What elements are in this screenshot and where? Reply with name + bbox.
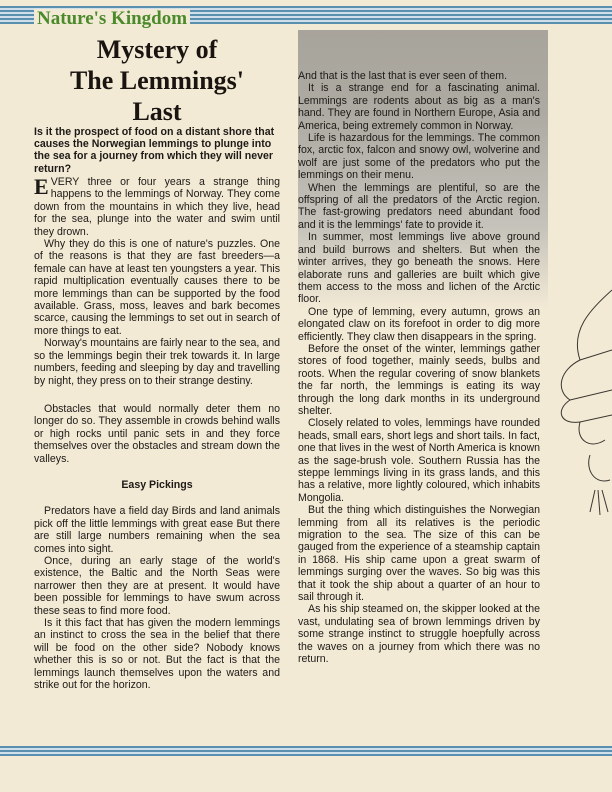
paragraph: Obstacles that would normally deter them no longer do so. They assemble in crowds behind walls or high rocks until panic sets in and they force themselves over the obstacles and stream down the valleys. bbox=[34, 402, 280, 465]
right-column bbox=[298, 70, 540, 666]
paragraph: VERY three or four years a strange thing happens to the lemmings of Norway. They come down from the mountains in which they live, head for the sea, plunge into the water and swim until they drown. bbox=[34, 176, 280, 238]
article-title bbox=[34, 34, 280, 127]
paragraph: Predators have a field day Birds and land animals pick off the little lemmings with great ease But there are still large numbers remaining when the sea comes into sight. bbox=[34, 505, 280, 555]
paragraph: When the lemmings are plentiful, so are the offspring of all the predators of the Arctic region. The fast-growing predators need abundant food and it is the lemmings' fate to provide it. bbox=[298, 181, 540, 231]
paragraph: But the thing which distinguishes the Norwegian lemming from all its relatives is the periodic migration to the sea. The size of this can be gauged from the experience of a steamship captain in 1868. His ship came upon a great swarm of lemmings surging over the waves. So big was this that it took the ship about a quarter of an hour to sail through it. bbox=[298, 504, 540, 604]
drop-cap: E bbox=[34, 174, 49, 199]
paragraph: One type of lemming, every autumn, grows an elongated claw on its forefoot in order to dig more efficiently. They claw then disappears in the spring. bbox=[298, 305, 540, 343]
title-line: The Lemmings' bbox=[69, 66, 245, 95]
bottom-rule bbox=[0, 746, 612, 756]
subheading: Easy Pickings bbox=[121, 478, 193, 491]
paragraph: Is it this fact that has given the modern lemmings an instinct to cross the sea in the belief that there will be food on the other side? Nobody knows whether this is so or not. But the fact is that the lemmings launch themselves upon the waters and strike out for the horizon. bbox=[34, 617, 280, 692]
paragraph: Closely related to voles, lemmings have rounded heads, small ears, short legs and short tails. In fact, one that lives in the west of North America is known as the sage-brush vole. Southern Russia has the steppe lemmings living in its grass lands, and this has a relative, more lightly coloured, which inhabits Mongolia. bbox=[298, 417, 541, 504]
paragraph: And that is the last that is ever seen of them. bbox=[298, 70, 508, 82]
paragraph: In summer, most lemmings live above ground and build burrows and shelters. But when the winter arrives, they go beneath the snows. Here elaborate runs and galleries are built which give them access to the moss and lichen of the Arctic floor. bbox=[298, 231, 540, 306]
bird-illustration bbox=[550, 250, 612, 530]
title-line: Mystery of bbox=[96, 35, 218, 64]
paragraph: It is a strange end for a fascinating animal. Lemmings are rodents about as big as a man's hand. They are found in Northern Europe, Asia and America, being extremely common in Norway. bbox=[298, 82, 540, 132]
standfirst: Is it the prospect of food on a distant shore that causes the Norwegian lemmings to plunge into the sea for a journey from which they will never return? bbox=[34, 126, 275, 175]
paragraph: Life is hazardous for the lemmings. The common fox, arctic fox, falcon and snowy owl, wolverine and wolf are just some of the predators who put the lemmings on their menu. bbox=[298, 132, 540, 182]
paragraph: Before the onset of the winter, lemmings gather stores of food together, mainly seeds, bulbs and roots. When the regular covering of snow blankets the far north, the lemmings is eating its way through the long dark months in its underground shelter. bbox=[298, 342, 540, 417]
brand-title: Nature's Kingdom bbox=[34, 9, 190, 29]
title-line: Last bbox=[132, 97, 182, 126]
top-rule bbox=[0, 6, 612, 29]
left-column bbox=[34, 176, 280, 691]
paragraph: As his ship steamed on, the skipper looked at the vast, undulating sea of brown lemmings driven by some strange instinct to struggle hoepfully across the waves on a journey from which there was no return. bbox=[298, 603, 540, 666]
paragraph: Once, during an early stage of the world's existence, the Baltic and the North Seas were narrower then they are at present. It would have been possible for lemmings to have swum across these seas to find more food. bbox=[34, 554, 280, 617]
paragraph: Why they do this is one of nature's puzzles. One of the reasons is that they are fast breeders—a female can have at least ten youngsters a year. This rapid multiplication eventually causes there to be more lemmings than can be supported by the food available. Grass, moss, leaves and bark becomes scarce, causing the lemmings to set out in search of more things to eat. bbox=[34, 238, 280, 337]
paragraph: Norway's mountains are fairly near to the sea, and so the lemmings begin their trek towards it. In large numbers, feeding and sleeping by day and travelling by night, they press on to their strange destiny. bbox=[34, 337, 280, 387]
